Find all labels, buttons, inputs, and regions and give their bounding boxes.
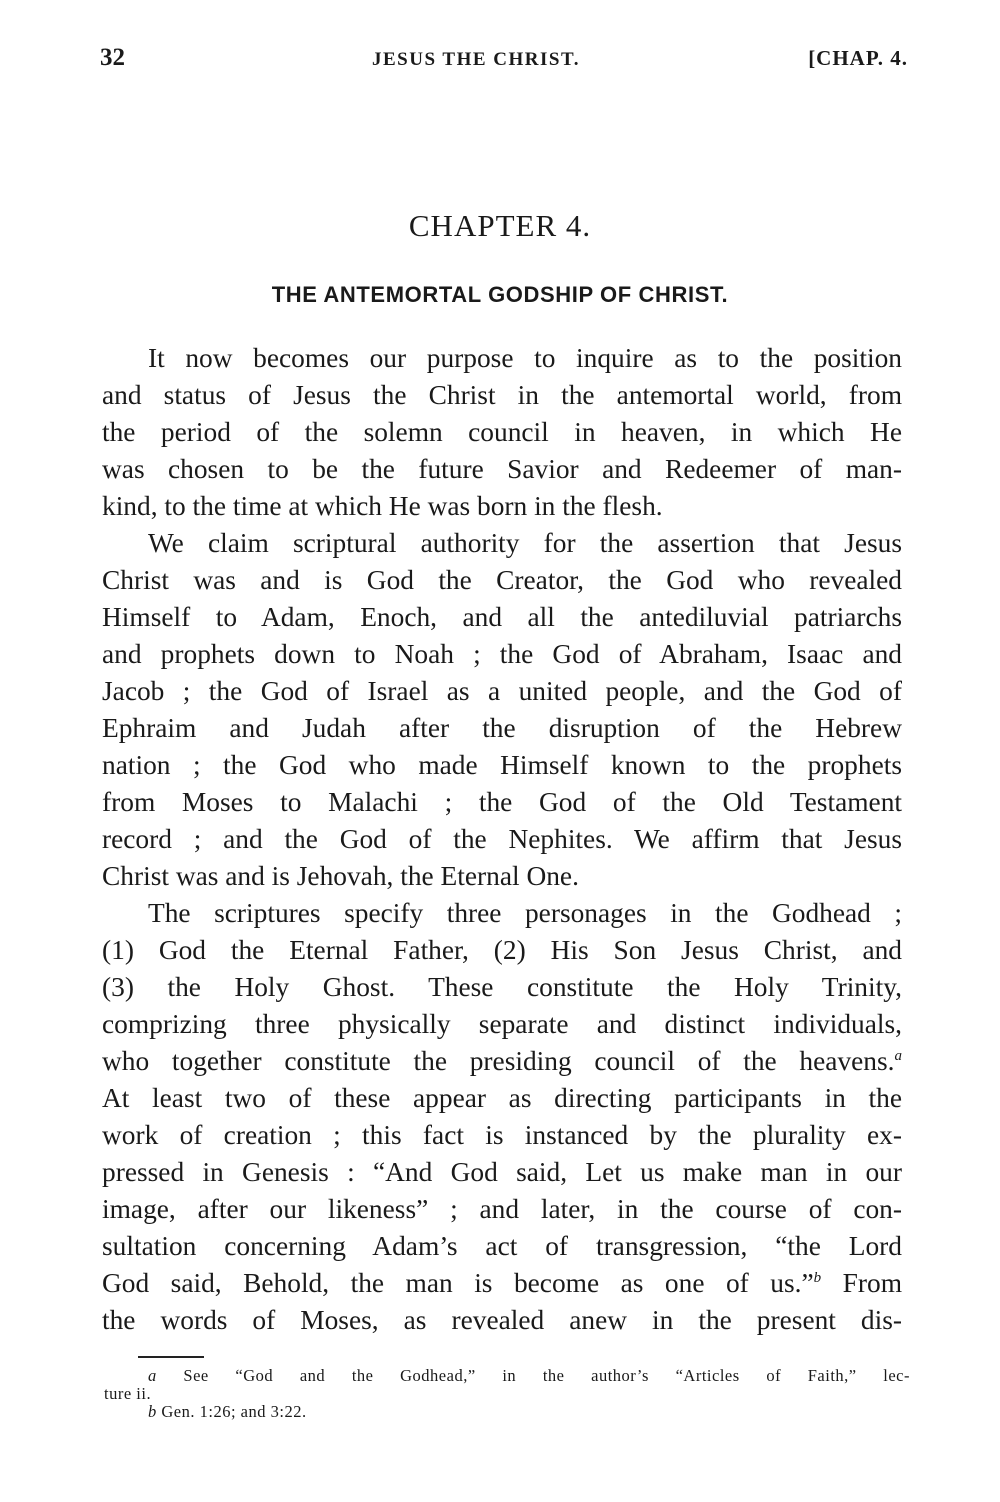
footnote-a [104, 1367, 910, 1385]
text-line: Christ was and is Jehovah, the Eternal One. [102, 861, 579, 891]
text-line: Christ was and is God the Creator, the God who revealed [102, 565, 902, 595]
footnote-a-text: See “God and the Godhead,” in the author’s “Articles of Faith,” lec- [183, 1366, 910, 1385]
page-number: 32 [100, 44, 125, 71]
footnote-divider [138, 1356, 204, 1358]
text-line: and prophets down to Noah ; the God of Abraham, Isaac and [102, 639, 902, 669]
footnotes [104, 1367, 910, 1421]
text-segment: who together constitute the presiding council of the heavens. [102, 1046, 895, 1076]
body-text [102, 340, 902, 1339]
chapter-heading: CHAPTER 4. [408, 208, 592, 243]
text-line: (3) the Holy Ghost. These constitute the Holy Trinity, [102, 972, 902, 1002]
text-line: the period of the solemn council in heaven, in which He [102, 417, 902, 447]
text-line: We claim scriptural authority for the assertion that Jesus [148, 528, 902, 558]
text-line: pressed in Genesis : “And God said, Let us make man in our [102, 1157, 902, 1187]
text-line: The scriptures specify three personages in the Godhead ; [148, 898, 902, 928]
footnote-mark-a: a [148, 1366, 157, 1385]
text-line: from Moses to Malachi ; the God of the Old Testament [102, 787, 902, 817]
text-line: (1) God the Eternal Father, (2) His Son Jesus Christ, and [102, 935, 902, 965]
footnote-b-text: Gen. 1:26; and 3:22. [161, 1402, 307, 1421]
text-line: comprizing three physically separate and distinct individuals, [102, 1009, 902, 1039]
text-line: work of creation ; this fact is instanced by the plurality ex- [102, 1120, 902, 1150]
text-line: and status of Jesus the Christ in the antemortal world, from [102, 380, 902, 410]
text-line: sultation concerning Adam’s act of transgression, “the Lord [102, 1231, 902, 1261]
text-line: nation ; the God who made Himself known to the prophets [102, 750, 902, 780]
text-segment: God said, Behold, the man is become as one of us.” [102, 1268, 814, 1298]
text-line-with-note-a [102, 1043, 902, 1080]
text-line: It now becomes our purpose to inquire as to the position [148, 343, 902, 373]
running-head [100, 44, 908, 78]
text-line: Himself to Adam, Enoch, and all the antediluvial patriarchs [102, 602, 902, 632]
footnote-ref-b: b [813, 1270, 822, 1286]
text-line: image, after our likeness” ; and later, in the course of con- [102, 1194, 902, 1224]
footnote-mark-b: b [148, 1402, 157, 1421]
text-line: record ; and the God of the Nephites. We affirm that Jesus [102, 824, 902, 854]
text-line-with-note-b [102, 1265, 902, 1302]
text-segment: From [842, 1268, 902, 1298]
text-line: the words of Moses, as revealed anew in the present dis- [102, 1305, 902, 1335]
text-line: kind, to the time at which He was born in the flesh. [102, 491, 663, 521]
footnote-b [104, 1403, 910, 1421]
footnote-a-continuation: ture ii. [104, 1384, 152, 1403]
footnote-ref-a: a [894, 1048, 902, 1064]
chapter-title: THE ANTEMORTAL GODSHIP OF CHRIST. [271, 282, 729, 307]
text-line: Jacob ; the God of Israel as a united people, and the God of [102, 676, 902, 706]
text-line: was chosen to be the future Savior and Redeemer of man- [102, 454, 902, 484]
book-title: JESUS THE CHRIST. [372, 49, 581, 70]
text-line: Ephraim and Judah after the disruption of the Hebrew [102, 713, 902, 743]
chapter-marker: [CHAP. 4. [808, 46, 908, 70]
text-line: At least two of these appear as directing participants in the [102, 1083, 902, 1113]
